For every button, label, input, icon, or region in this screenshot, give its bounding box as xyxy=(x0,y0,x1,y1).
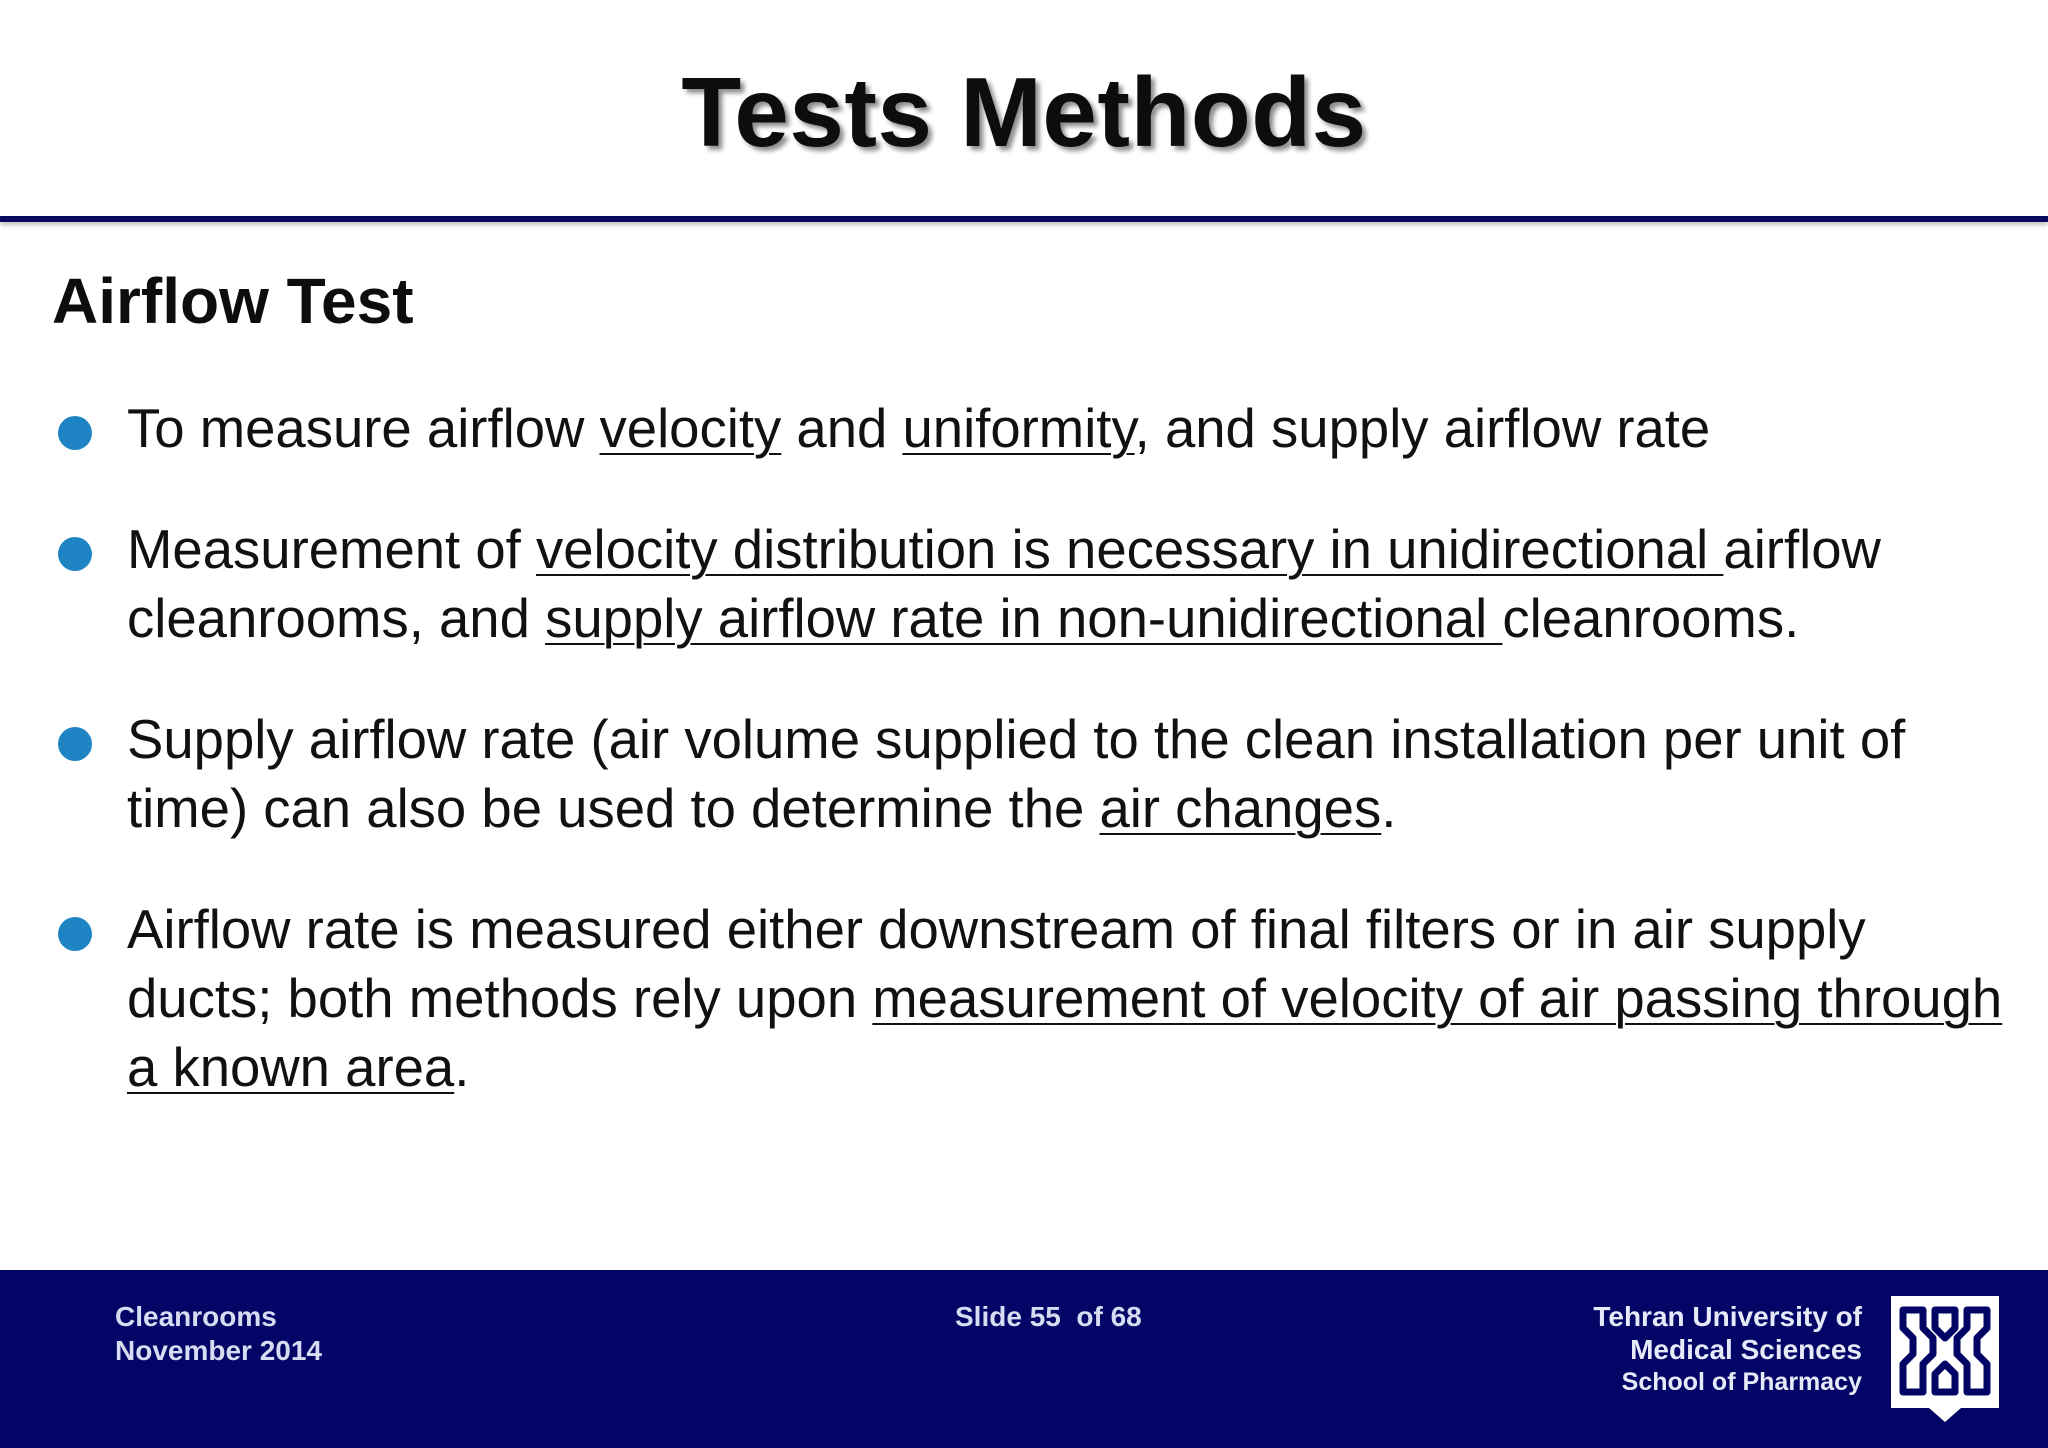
underlined-term: uniformity xyxy=(902,398,1135,459)
bullet-item xyxy=(0,515,2048,653)
bullet-text-segment: . xyxy=(454,1037,470,1098)
bullet-text-segment: Supply airflow rate (air volume supplied to the clean installation per unit of time) can also be used to determine the xyxy=(127,709,1906,839)
bullet-list xyxy=(0,394,2048,1102)
bullet-text xyxy=(127,709,1905,839)
university-logo-icon xyxy=(1889,1294,2001,1424)
bullet-item xyxy=(0,394,2048,463)
bullet-text-segment: cleanrooms. xyxy=(1502,588,1800,649)
bullet-text xyxy=(127,398,1710,459)
bullet-text-segment: airflow cleanrooms, and xyxy=(127,519,1881,649)
footer-course-info xyxy=(115,1300,322,1368)
bullet-text-segment: Airflow rate is measured either downstream of final filters or in air supply ducts; both methods rely upon xyxy=(127,899,1866,1029)
bullet-dot-icon xyxy=(58,917,92,951)
footer-institution xyxy=(1593,1300,1862,1398)
underlined-term: supply airflow rate in non-unidirectional xyxy=(545,588,1503,649)
title-divider xyxy=(0,216,2048,222)
bullet-dot-icon xyxy=(58,537,92,571)
bullet-text-segment: To measure airflow xyxy=(127,398,600,459)
bullet-text-segment: . xyxy=(1381,778,1397,839)
underlined-term: velocity distribution is necessary in unidirectional xyxy=(535,519,1724,580)
bullet-text xyxy=(127,899,2002,1098)
underlined-term: measurement of velocity of air passing through a known area xyxy=(127,968,2003,1098)
bullet-text-segment: Measurement of xyxy=(127,519,536,580)
institution-line-1: Tehran University of xyxy=(1593,1301,1862,1332)
bullet-item xyxy=(0,895,2048,1102)
slide-number: Slide 55 of 68 xyxy=(955,1301,1142,1332)
institution-line-2: Medical Sciences xyxy=(1630,1334,1862,1365)
bullet-text xyxy=(127,519,1881,649)
footer-course: Cleanrooms xyxy=(115,1301,277,1332)
bullet-dot-icon xyxy=(58,727,92,761)
institution-line-3: School of Pharmacy xyxy=(1621,1368,1862,1396)
underlined-term: velocity xyxy=(599,398,782,459)
bullet-text-segment: , and supply airflow rate xyxy=(1134,398,1711,459)
bullet-dot-icon xyxy=(58,416,92,450)
underlined-term: air changes xyxy=(1099,778,1382,839)
bullet-item xyxy=(0,705,2048,843)
footer-date: November 2014 xyxy=(115,1335,323,1366)
bullet-text-segment: and xyxy=(781,398,903,459)
section-heading: Airflow Test xyxy=(52,265,414,337)
slide-footer xyxy=(0,1270,2048,1448)
slide-title: Tests Methods xyxy=(681,57,1367,167)
